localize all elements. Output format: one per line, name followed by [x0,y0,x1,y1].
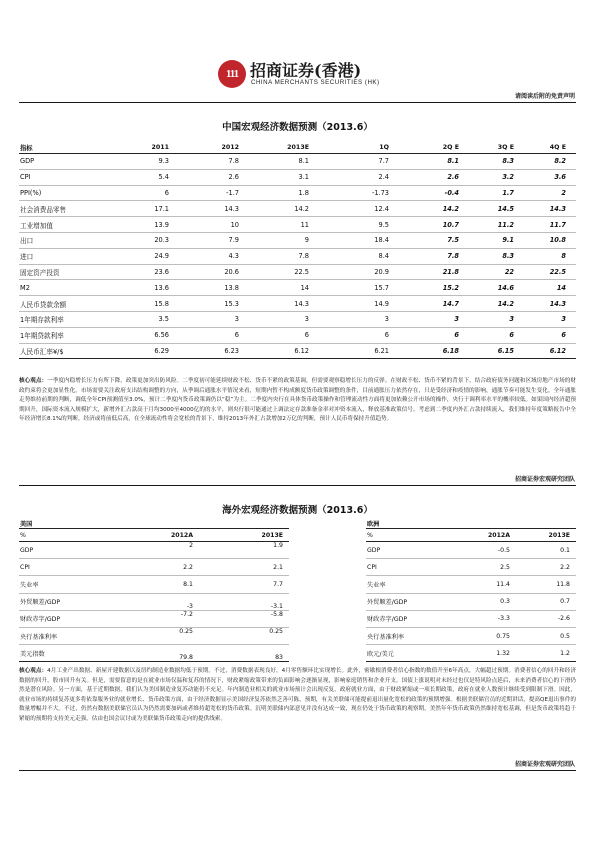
table-cell: 79.8 [109,645,199,662]
table-cell: -3.1 [199,593,289,610]
table-cell: 3 [249,311,319,327]
table-row [19,343,576,359]
row-label: 失业率 [19,576,109,593]
table-cell: 14.3 [524,296,576,312]
row-label: 社会消费品零售 [19,201,89,217]
column-header: 2Q E [399,141,469,154]
table-cell: 0.7 [516,593,576,610]
table-cell: 6 [469,327,524,343]
region-header-row [19,518,289,529]
header-divider [19,102,576,103]
row-label: M2 [19,280,89,296]
column-header: 2012A [109,529,199,542]
table-cell: 1.8 [249,185,319,201]
table-cell: 8 [524,248,576,264]
column-header: 2011 [89,141,179,154]
table-cell: 3 [524,311,576,327]
table-cell: 2.2 [109,559,199,576]
table-cell: 23.6 [89,264,179,280]
row-label: 央行基准利率 [19,627,109,644]
table-cell: 21.8 [399,264,469,280]
table-row [19,296,576,312]
table-cell: 8.1 [249,154,319,170]
table-cell: 2.6 [399,169,469,185]
table-cell: 0.25 [199,627,289,644]
table-cell: 15.3 [179,296,249,312]
table-row [366,593,576,610]
table-row [19,559,289,576]
row-label: GDP [19,154,89,170]
column-header: 2012 [179,141,249,154]
table-cell: 22 [469,264,524,280]
table-row [19,311,576,327]
table-cell: 0.5 [516,627,576,644]
us-forecast-table [19,518,289,662]
table-row [19,610,289,627]
table-cell: 6 [319,327,399,343]
table-cell: 6 [89,185,179,201]
table-cell: 14.5 [469,201,524,217]
table-cell: 0.25 [109,627,199,644]
table-cell: 7.9 [179,232,249,248]
note-label: 核心观点： [19,668,48,674]
table-cell: -5.8 [199,610,289,627]
column-header: 3Q E [469,141,524,154]
note-text: 一季度内稳增长压力有所下降，政策更加突出防风险。二季度初可能延续财政不松、货币不紧的政策基调，但需要观察稳增长压力的反弹。在财政不松、货币不紧的背景下，结合政府债务问题和区域房地产市场的财政约束将会更加显性化。市场需要关注政府支出结构调整的方向，从季调后通胀水平情况来看，短期内暂不构成额度货币政策调整的条件，目前通胀压力依然存在，只是受经济和疫情的影响，通胀节奏可能发生变化。全年通胀走势维持前期的判断，调低全年CPI预测值至3.0%，预计二季度内货币政策调仍以“稳”为主。二季度内央行在具体货币政策操作和管理流动性方面将更加依赖公开市场的操作，央行于调利率水平的概率较低。如果国内经济超预期回升，国际资本流入规模扩大，新增外汇占款高于月均3000至4000亿的的水平，则央行很可能通过上调法定存款准备金率对冲资本流入，释放基准政策信号。考虑到二季度内外汇占款持续流入，我们维持年度策略报告中全年经济增长8.1%的判断，经济或将前低后高，在全球流动性将会宽松的背景下，维持2013年外汇占款增加2万亿的判断，预计人民币将保持升值趋势。 [19,378,576,423]
column-header: 2013E [249,141,319,154]
table-cell: -7.2 [109,610,199,627]
table-cell: 20.9 [319,264,399,280]
table-row [366,542,576,559]
row-label: 财政赤字/GDP [19,610,109,627]
table-cell: 14 [249,280,319,296]
table-cell: 9.1 [469,232,524,248]
table-cell: 14.9 [319,296,399,312]
table-row [19,327,576,343]
column-header: 指标 [19,141,89,154]
table-cell: 9.3 [89,154,179,170]
table-cell: 7.5 [399,232,469,248]
table-row [19,169,576,185]
table-cell: 2.4 [319,169,399,185]
company-logo [218,58,378,94]
table-cell: 3 [179,311,249,327]
overseas-core-view [19,667,576,725]
table-row [19,280,576,296]
table-cell: 9 [249,232,319,248]
table-cell: 14.2 [469,296,524,312]
row-label: 1年期贷款利率 [19,327,89,343]
table-cell: 14.3 [179,201,249,217]
table-row [19,264,576,280]
row-label: 进口 [19,248,89,264]
table-cell: 3 [469,311,524,327]
table-cell: 14 [524,280,576,296]
table-cell: 7.8 [399,248,469,264]
row-label: 外贸顺差/GDP [366,593,446,610]
table-cell: 15.8 [89,296,179,312]
table-cell: 8.3 [469,154,524,170]
table-cell: 10 [179,217,249,233]
table-cell: 6 [179,327,249,343]
table-row [19,542,289,559]
table-cell: 1.2 [516,645,576,662]
disclaimer-link[interactable]: 请阅读后附的免责声明 [514,93,575,100]
table-cell: 14.2 [399,201,469,217]
logo-chinese-name: 招商证券(香港) [250,61,362,80]
table-row [19,627,289,644]
eu-forecast-table [366,518,576,662]
table-cell: 6 [249,327,319,343]
table-row [19,576,289,593]
table-cell: 20.3 [89,232,179,248]
table-cell: 24.9 [89,248,179,264]
row-label: 失业率 [366,576,446,593]
table-cell: 22.5 [524,264,576,280]
table-cell: 3 [319,311,399,327]
row-label: CPI [19,559,109,576]
table-cell: 8.1 [399,154,469,170]
table-cell: 6.12 [249,343,319,359]
china-core-view [19,377,576,425]
row-label: 工业增加值 [19,217,89,233]
table-cell: 2 [109,542,199,559]
table-row [366,576,576,593]
column-header: % [19,529,109,542]
row-label: 人民币汇率¥/$ [19,343,89,359]
row-label: 出口 [19,232,89,248]
logo-english-name: CHINA MERCHANTS SECURITIES (HK) [251,79,380,86]
table-cell: 11.4 [446,576,516,593]
table-cell: 2.5 [446,559,516,576]
table-cell: 6.15 [469,343,524,359]
table-cell: -1.7 [179,185,249,201]
table-cell: 20.6 [179,264,249,280]
table-cell: 2.1 [199,559,289,576]
table-cell: 11.2 [469,217,524,233]
table-cell: 13.6 [89,280,179,296]
column-header: % [366,529,446,542]
china-team-credit: 招商证券宏观研究团队 [514,476,575,483]
table-cell: 6 [524,327,576,343]
table-cell: 15.7 [319,280,399,296]
row-label: 央行基准利率 [366,627,446,644]
table-row [19,217,576,233]
note-label: 核心观点： [19,378,48,384]
row-label: CPI [366,559,446,576]
table-cell: -0.5 [446,542,516,559]
table-cell: 6.12 [524,343,576,359]
table-cell: 83 [199,645,289,662]
table-cell: 6 [399,327,469,343]
table-cell: 13.9 [89,217,179,233]
column-header: 2012A [446,529,516,542]
table-cell: 11.7 [524,217,576,233]
column-header: 4Q E [524,141,576,154]
column-header: 1Q [319,141,399,154]
table-cell: 6.23 [179,343,249,359]
table-cell: -2.6 [516,610,576,627]
column-header: 2013E [516,529,576,542]
logo-mark-icon: 111 [218,60,246,88]
table-cell: 3 [399,311,469,327]
table-cell: 1.7 [469,185,524,201]
table-cell: 18.4 [319,232,399,248]
table-cell: 12.4 [319,201,399,217]
row-label: 1年期存款利率 [19,311,89,327]
table-cell: 14.3 [524,201,576,217]
table-row [366,559,576,576]
table-cell: 10.8 [524,232,576,248]
table-cell: 10.7 [399,217,469,233]
table-cell: 4.3 [179,248,249,264]
column-header: 2013E [199,529,289,542]
table-header-row [19,141,576,154]
table-cell: 3.6 [524,169,576,185]
region-header-row [366,518,576,529]
row-label: 外贸顺差/GDP [19,593,109,610]
table-cell: 2.2 [516,559,576,576]
row-label: 人民币贷款余额 [19,296,89,312]
table-cell: -0.4 [399,185,469,201]
overseas-team-credit: 招商证券宏观研究团队 [514,761,575,768]
table-cell: 14.6 [469,280,524,296]
table-row [19,645,289,662]
table-cell: 7.8 [179,154,249,170]
table-cell: 8.1 [109,576,199,593]
table-cell: 5.4 [89,169,179,185]
note-text: 4月工业产出数据、新屋开建数据以及纽约制造业数据均低于预期。不过，消费数据表现良好，4月零售额环比实现增长。此外，密歇根消费者信心指数的数值升至6年高点，大幅超过预期。消费者信心的回升和经济数据的回升，股市回升有关。但是，需要留意的是在就业市场仅温和复苏的情况下，财政紧缩政策带来的负面影响会逐渐显现，影响家庭销售和企业开支。国债上涨说明对未经过也仅是特风险点延后，未来消费者信心的下滑仍然是潜在风险。另一方面，基于近期数据，我们认为美国制造业复苏动能仍不充足。年内制造业相关的就业市场预计会出现反复，政府就业方面，由于财政紧缩或一项长期政策，政府在就业人数预计继续受到限制下滑。因此，就业市场的持续复苏更多将依靠服务业的就业增长、货币政策方面，由于经济数据显示美国经济复苏依然乏善可陈，预期，有关美联储可能提前退出量化宽松的政策的预期增强。根据美联储官员的近期讲话，提高QE退出事件的数量增幅并不大。不过，仍然有数据美联储官员认为仍然需要加码或者维持超宽松的货币政策。沉明美联储内部意见并没有达成一致，现在仍处于货币政策的观察期，美然年年货币政策仍然维持宽松基调，但是货币政策将趋于紧缩的预期将支持美元走强，估由也国会议讨或为美联储货币政策走向的提供线索。 [19,668,576,722]
table-cell: 6.56 [89,327,179,343]
china-forecast-table [19,141,576,359]
table-row [19,232,576,248]
row-label: 美元指数 [19,645,109,662]
table-row [19,154,576,170]
table-cell: 8.2 [524,154,576,170]
table-cell: 14.7 [399,296,469,312]
table-cell: -1.73 [319,185,399,201]
table-row [19,248,576,264]
region-name: 美国 [19,518,289,529]
overseas-forecast-title: 海外宏观经济数据预测（2013.6） [222,505,373,516]
table-cell: 2.6 [179,169,249,185]
row-label: GDP [19,542,109,559]
row-label: GDP [366,542,446,559]
table-cell: 13.8 [179,280,249,296]
row-label: CPI [19,169,89,185]
row-label: PPI(%) [19,185,89,201]
row-label: 财政赤字/GDP [366,610,446,627]
table-header-row [366,529,576,542]
row-label: 欧元/美元 [366,645,446,662]
table-row [19,593,289,610]
table-cell: 0.75 [446,627,516,644]
table-cell: 1.9 [199,542,289,559]
table-cell: 14.2 [249,201,319,217]
table-cell: 11 [249,217,319,233]
table-cell: 7.7 [319,154,399,170]
table-cell: 1.32 [446,645,516,662]
table-cell: 8.3 [469,248,524,264]
table-cell: 11.8 [516,576,576,593]
table-header-row [19,529,289,542]
table-cell: 0.1 [516,542,576,559]
table-row [366,645,576,662]
table-cell: 7.8 [249,248,319,264]
table-row [366,627,576,644]
table-cell: 6.29 [89,343,179,359]
section-divider [19,485,576,486]
table-cell: 15.2 [399,280,469,296]
table-row [366,610,576,627]
table-cell: 6.18 [399,343,469,359]
table-cell: 14.3 [249,296,319,312]
table-cell: -3.3 [446,610,516,627]
table-cell: 9.5 [319,217,399,233]
region-name: 欧洲 [366,518,576,529]
china-forecast-title: 中国宏观经济数据预测（2013.6） [222,122,373,133]
table-cell: 17.1 [89,201,179,217]
table-row [19,185,576,201]
table-cell: 3.5 [89,311,179,327]
table-row [19,201,576,217]
table-cell: 3.2 [469,169,524,185]
table-cell: 0.3 [446,593,516,610]
table-cell: 2 [524,185,576,201]
table-cell: 22.5 [249,264,319,280]
table-cell: -3 [109,593,199,610]
row-label: 固定资产投资 [19,264,89,280]
table-cell: 6.21 [319,343,399,359]
table-cell: 8.4 [319,248,399,264]
table-cell: 7.7 [199,576,289,593]
footer-divider [19,770,576,771]
table-cell: 3.1 [249,169,319,185]
